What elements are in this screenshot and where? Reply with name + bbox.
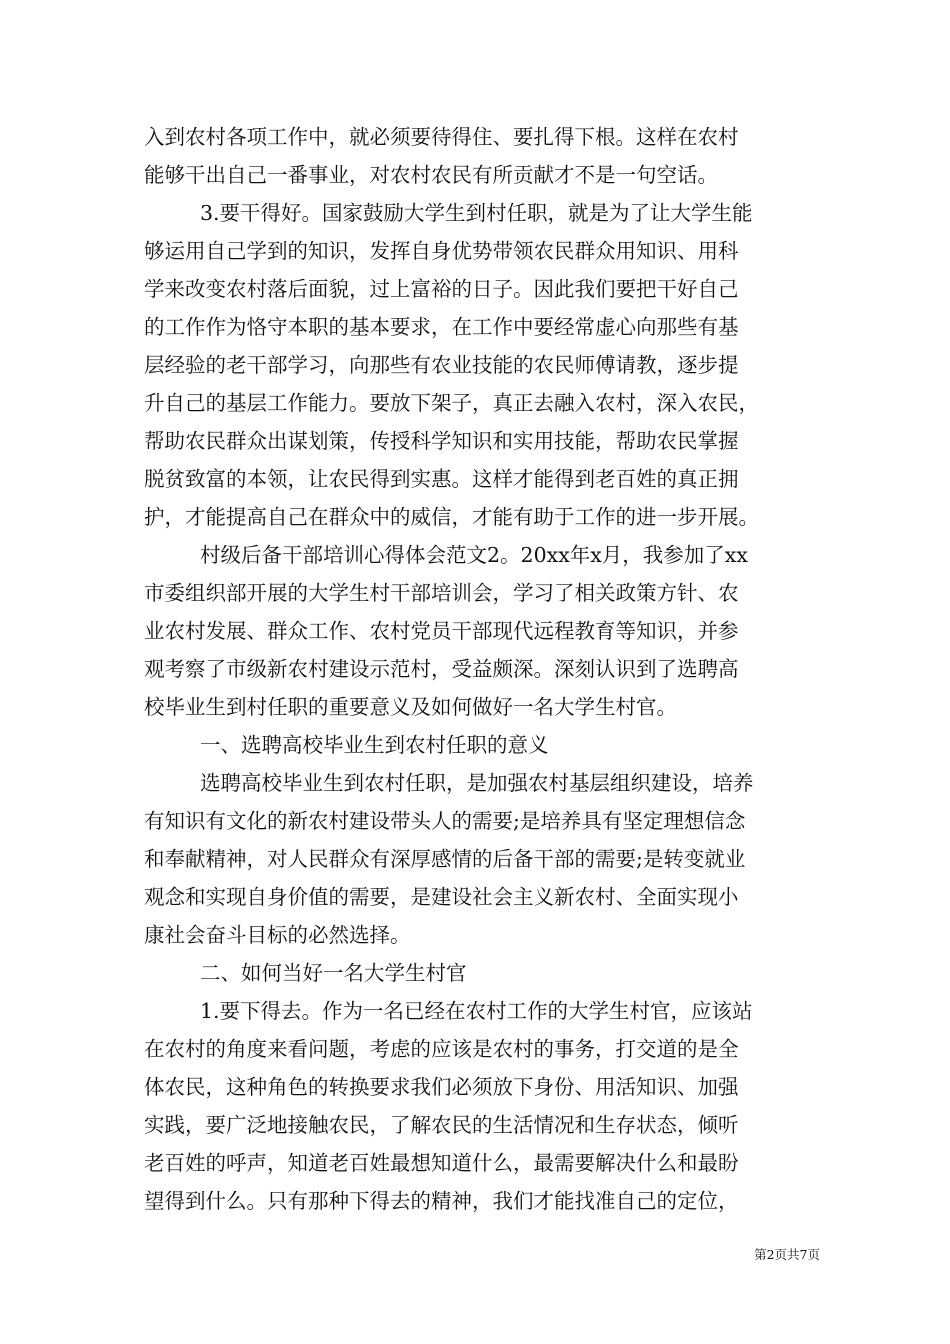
- text-line: 老百姓的呼声，知道老百姓最想知道什么，最需要解决什么和最盼: [144, 1151, 739, 1175]
- text-line: 有知识有文化的新农村建设带头人的需要;是培养具有坚定理想信念: [144, 809, 746, 833]
- text-line: 观念和实现自身价值的需要，是建设社会主义新农村、全面实现小: [144, 885, 739, 909]
- text-line: 的工作作为恪守本职的基本要求，在工作中要经常虚心向那些有基: [144, 315, 739, 339]
- section-heading: 二、如何当好一名大学生村官: [200, 961, 467, 985]
- text-line: 学来改变农村落后面貌，过上富裕的日子。因此我们要把干好自己: [144, 277, 739, 301]
- text-line: 在农村的角度来看问题，考虑的应该是农村的事务，打交道的是全: [144, 1037, 739, 1061]
- text-line: 能够干出自己一番事业，对农村农民有所贡献才不是一句空话。: [144, 163, 718, 187]
- page-number: 第2页共7页: [754, 1247, 820, 1262]
- text-line: 选聘高校毕业生到农村任职，是加强农村基层组织建设，培养: [200, 771, 754, 795]
- text-line: 村级后备干部培训心得体会范文2。20xx年x月，我参加了xx: [200, 543, 748, 567]
- text-line: 和奉献精神，对人民群众有深厚感情的后备干部的需要;是转变就业: [144, 847, 746, 871]
- text-line: 实践，要广泛地接触农民，了解农民的生活情况和生存状态，倾听: [144, 1113, 739, 1137]
- text-line: 升自己的基层工作能力。要放下架子，真正去融入农村，深入农民，: [144, 391, 759, 415]
- document-body: [144, 118, 820, 1220]
- text-line: 入到农村各项工作中，就必须要待得住、要扎得下根。这样在农村: [144, 125, 739, 149]
- text-line: 够运用自己学到的知识，发挥自身优势带领农民群众用知识、用科: [144, 239, 739, 263]
- text-line: 帮助农民群众出谋划策，传授科学知识和实用技能，帮助农民掌握: [144, 429, 739, 453]
- text-line: 体农民，这种角色的转换要求我们必须放下身份、用活知识、加强: [144, 1075, 739, 1099]
- text-line: 3.要干得好。国家鼓励大学生到村任职，就是为了让大学生能: [200, 201, 753, 225]
- text-line: 1.要下得去。作为一名已经在农村工作的大学生村官，应该站: [200, 999, 753, 1023]
- text-line: 层经验的老干部学习，向那些有农业技能的农民师傅请教，逐步提: [144, 353, 739, 377]
- section-heading: 一、选聘高校毕业生到农村任职的意义: [200, 733, 549, 757]
- text-line: 观考察了市级新农村建设示范村，受益颇深。深刻认识到了选聘高: [144, 657, 739, 681]
- text-line: 校毕业生到村任职的重要意义及如何做好一名大学生村官。: [144, 695, 677, 719]
- text-line: 市委组织部开展的大学生村干部培训会，学习了相关政策方针、农: [144, 581, 739, 605]
- text-line: 业农村发展、群众工作、农村党员干部现代远程教育等知识，并参: [144, 619, 739, 643]
- text-line: 康社会奋斗目标的必然选择。: [144, 923, 411, 947]
- text-line: 脱贫致富的本领，让农民得到实惠。这样才能得到老百姓的真正拥: [144, 467, 739, 491]
- text-line: 望得到什么。只有那种下得去的精神，我们才能找准自己的定位，: [144, 1189, 739, 1213]
- text-line: 护，才能提高自己在群众中的威信，才能有助于工作的进一步开展。: [144, 505, 759, 529]
